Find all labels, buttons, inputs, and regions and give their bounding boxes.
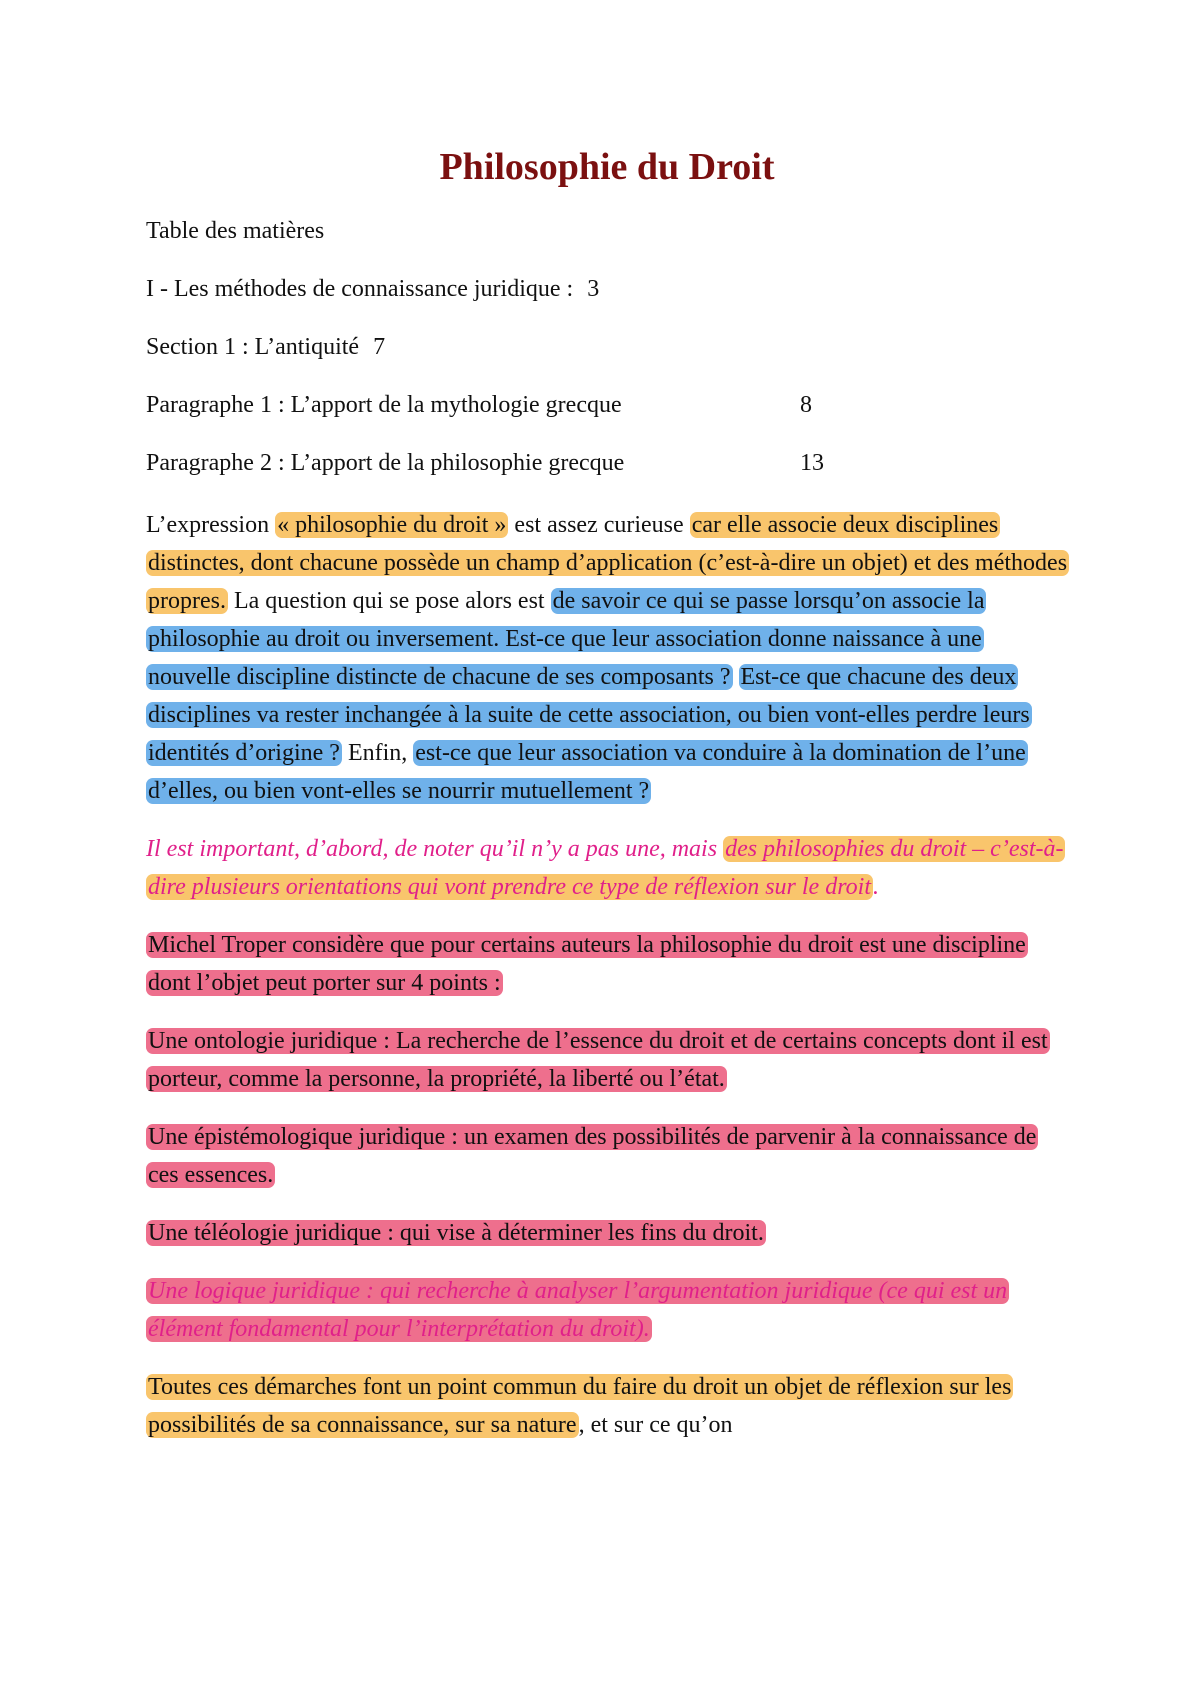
- intro-paragraph: [146, 506, 1068, 810]
- italic-text: .: [873, 874, 879, 900]
- highlight-yellow: « philosophie du droit »: [277, 512, 507, 538]
- text-run: La question qui se pose alors est: [227, 588, 551, 614]
- text-run: , et sur ce qu’on: [578, 1412, 733, 1438]
- highlight-red: Michel Troper considère que pour certains auteurs la philosophie du droit est une discipline dont l’objet peut porter sur 4 points :: [148, 932, 1026, 996]
- highlight-red: Une téléologie juridique : qui vise à déterminer les fins du droit.: [148, 1220, 764, 1246]
- closing-paragraph: [146, 1368, 1068, 1444]
- highlight-yellow: des philosophies du droit – c’est-à-dire plusieurs orientations qui vont prendre ce type de réflexion sur le droit: [148, 836, 1064, 900]
- highlight-red: Une ontologie juridique : La recherche de l’essence du droit et de certains concepts dont il est porteur, comme la personne, la propriété, la liberté ou l’état.: [148, 1028, 1048, 1092]
- point-epistemologie: [146, 1118, 1068, 1194]
- document-title: Philosophie du Droit: [439, 146, 775, 188]
- toc-entry-text: I - Les méthodes de connaissance juridique :: [146, 276, 574, 302]
- toc-entry[interactable]: [146, 448, 1068, 478]
- highlight-yellow: car elle associe deux disciplines distinctes, dont chacune possède un champ d’application (c’est-à-dire un objet) et des méthodes propres.: [148, 512, 1068, 614]
- text-run: [733, 664, 739, 690]
- toc-entry[interactable]: [146, 274, 1068, 304]
- text-run: est assez curieuse: [508, 512, 690, 538]
- table-of-contents: [146, 216, 1068, 478]
- toc-entry-text: Section 1 : L’antiquité: [146, 334, 360, 360]
- point-ontologie: [146, 1022, 1068, 1098]
- toc-entry-page: 3: [587, 276, 600, 302]
- toc-heading: Table des matières: [146, 218, 325, 244]
- toc-entry-page: 13: [800, 450, 824, 476]
- highlight-yellow: Toutes ces démarches font un point commun du faire du droit un objet de réflexion sur les possibilités de sa connaissance, sur sa nature: [148, 1374, 1012, 1438]
- toc-entry[interactable]: [146, 390, 1068, 420]
- toc-entry-page: 7: [373, 334, 386, 360]
- toc-entry[interactable]: [146, 332, 1068, 362]
- highlight-blue: est-ce que leur association va conduire à la domination de l’une d’elles, ou bien vont-elles se nourrir mutuellement ?: [148, 740, 1026, 804]
- point-teleologie: [146, 1214, 1068, 1252]
- italic-paragraph: [146, 830, 1068, 906]
- point-logique: [146, 1272, 1068, 1348]
- toc-entry-page: 8: [800, 392, 812, 418]
- toc-entry-text: Paragraphe 1 : L’apport de la mythologie grecque: [146, 392, 622, 418]
- highlight-red: Une épistémologique juridique : un examen des possibilités de parvenir à la connaissance de ces essences.: [148, 1124, 1037, 1188]
- highlight-red: Une logique juridique : qui recherche à analyser l’argumentation juridique (ce qui est un élément fondamental pour l’interprétation du droit).: [148, 1278, 1008, 1342]
- text-run: Enfin,: [341, 740, 414, 766]
- text-run: L’expression: [146, 512, 276, 538]
- italic-text: Il est important, d’abord, de noter qu’il n’y a pas une, mais: [146, 836, 724, 862]
- highlight-blue: de savoir ce qui se passe lorsqu’on associe la philosophie au droit ou inversement. Est-ce que leur association donne naissance à une nouvelle discipline distincte de chacune de ses composants ?: [148, 588, 985, 690]
- troper-paragraph: [146, 926, 1068, 1002]
- highlight-blue: Est-ce que chacune des deux disciplines va rester inchangée à la suite de cette association, ou bien vont-elles perdre leurs identités d’origine ?: [148, 664, 1030, 766]
- toc-entry-text: Paragraphe 2 : L’apport de la philosophie grecque: [146, 450, 625, 476]
